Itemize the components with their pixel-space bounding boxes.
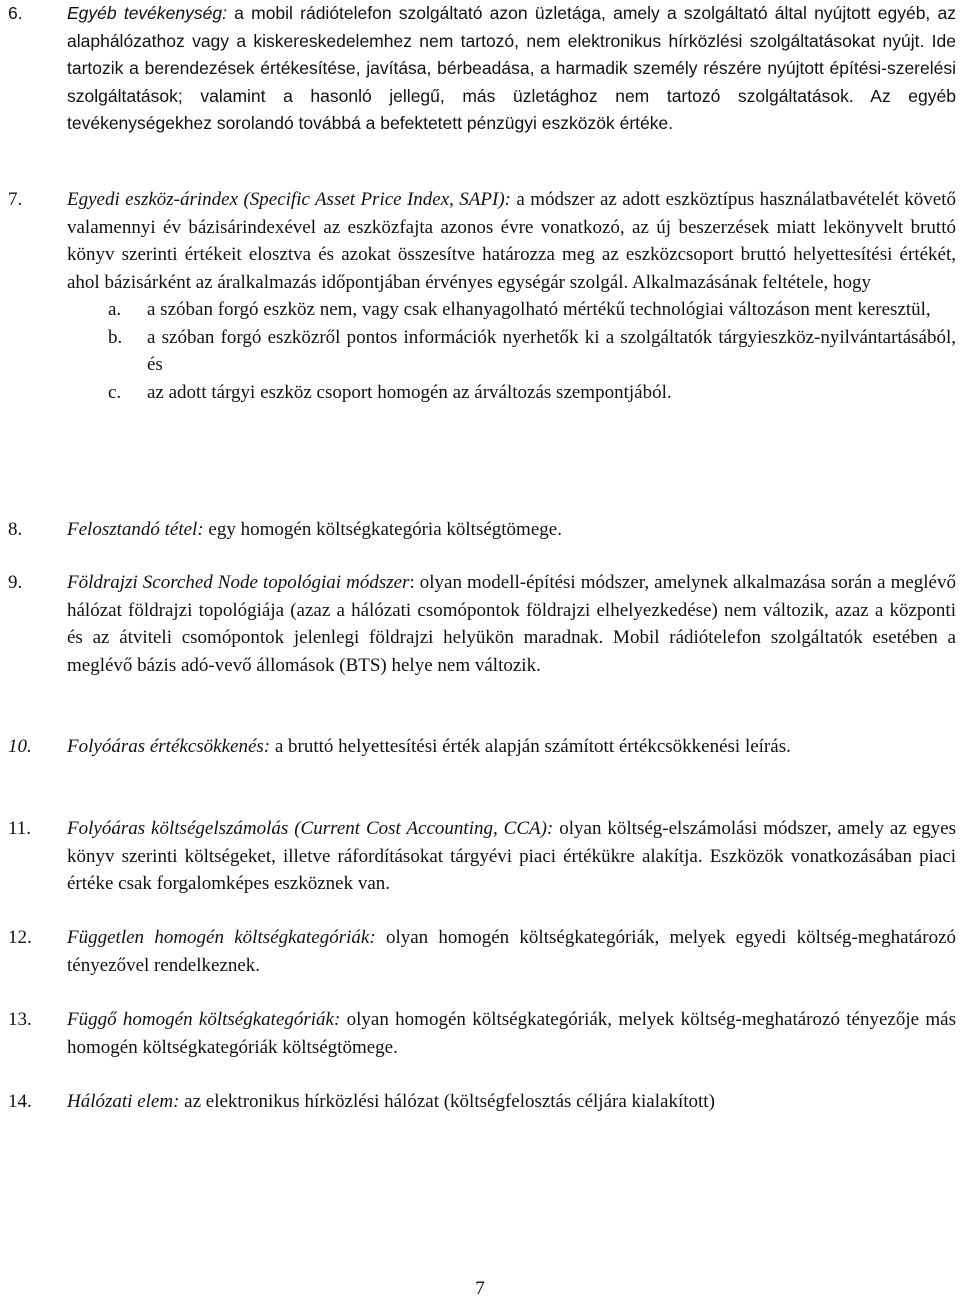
condition-label: a. (108, 299, 122, 320)
definition-body: az elektronikus hírközlési hálózat (költségfelosztás céljára kialakított) (179, 1091, 715, 1112)
defined-term: Hálózati elem: (67, 1091, 180, 1112)
definition-body: : olyan modell-építési módszer, amelynek alkalmazása során a meglévő hálózat földrajzi topológiája (azaz a hálózati csomópontok földrajzi elhelyezkedése) nem változik, azaz a központi és az átviteli csomópontok jelenlegi földrajzi helyükön maradnak. Mobil rádiótelefon szolgáltatók esetében a meglévő bázis adó-vevő állomások (BTS) helye nem változik. (67, 572, 956, 676)
definition-text (67, 516, 956, 544)
condition-item (108, 324, 956, 379)
page-number: 7 (475, 1278, 485, 1299)
definition-10 (0, 733, 960, 761)
defined-term: Felosztandó tétel: (67, 519, 204, 540)
condition-text: a szóban forgó eszköz nem, vagy csak elhanyagolható mértékű technológiai változáson ment keresztül, (147, 299, 931, 320)
defined-term: Független homogén költségkategóriák: (67, 927, 376, 948)
defined-term: Egyedi eszköz-árindex (Specific Asset Price Index, SAPI): (67, 189, 511, 210)
condition-item (108, 296, 956, 324)
item-number: 14. (8, 1091, 32, 1112)
defined-term: Földrajzi Scorched Node topológiai módszer (67, 572, 410, 593)
definition-body: a mobil rádiótelefon szolgáltató azon üzletága, amely a szolgáltató által nyújtott egyéb, az alaphálózathoz vagy a kiskereskedelemhez nem tartozó, nem elektronikus hírközlési szolgáltatásokat nyújt. Ide tartozik a berendezések értékesítése, javítása, bérbeadása, a harmadik személy részére nyújtott építési-szerelési szolgáltatások; valamint a hasonló jellegű, más üzletághoz nem tartozó szolgáltatások. Az egyéb tevékenységekhez sorolandó továbbá a befektetett pénzügyi eszközök értéke. (67, 3, 956, 133)
definition-text (67, 733, 956, 761)
item-number: 10. (8, 736, 32, 757)
item-number: 6. (8, 3, 23, 23)
definition-12 (0, 924, 960, 979)
item-number: 11. (8, 818, 32, 839)
definition-7 (0, 186, 960, 406)
definition-11 (0, 815, 960, 898)
condition-item (108, 379, 956, 407)
defined-term: Folyóáras költségelszámolás (Current Cost Accounting, CCA): (67, 818, 554, 839)
definition-body: olyan homogén költségkategóriák, melyek egyedi költség-meghatározó tényezővel rendelkeznek. (67, 927, 956, 976)
item-number: 12. (8, 927, 32, 948)
defined-term: Folyóáras értékcsökkenés: (67, 736, 271, 757)
defined-term: Egyéb tevékenység: (67, 3, 227, 23)
definition-text (67, 569, 956, 679)
condition-list (0, 296, 960, 406)
definition-text (67, 1006, 956, 1061)
definition-13 (0, 1006, 960, 1061)
condition-text: a szóban forgó eszközről pontos információk nyerhetők ki a szolgáltatók tárgyieszköz-nyilvántartásából, és (147, 326, 956, 375)
definition-body: olyan költség-elszámolási módszer, amely az egyes könyv szerinti költségeket, illetve ráfordításokat tárgyévi piaci értékükre alakítja. Eszközök vonatkozásában piaci értéke csak forgalomképes eszköznek van. (67, 818, 956, 894)
definition-6 (0, 0, 960, 138)
definition-body: a bruttó helyettesítési érték alapján számított értékcsökkenési leírás. (270, 736, 791, 757)
defined-term: Függő homogén költségkategóriák: (67, 1009, 341, 1030)
condition-label: c. (108, 381, 122, 403)
condition-text: az adott tárgyi eszköz csoport homogén az árváltozás szempontjából. (147, 381, 672, 403)
definition-8 (0, 516, 960, 544)
condition-label: b. (108, 326, 123, 348)
definition-text (67, 924, 956, 979)
definition-text (67, 186, 956, 296)
definition-14 (0, 1088, 960, 1116)
definition-9 (0, 569, 960, 679)
definition-body: a módszer az adott eszköztípus használatbavételét követő valamennyi év bázisárindexével az eszközfajta azonos évre vonatkozó, az új beszerzések miatt lekönyvelt bruttó könyv szerinti értékeit elosztva és azokat összesítve határozza meg az eszközcsoport bruttó helyettesítési értékét, ahol bázisárként az áralkalmazás időpontjában érvényes egységár szolgál. Alkalmazásának feltétele, hogy (67, 189, 956, 293)
definition-text (67, 0, 956, 138)
item-number: 13. (8, 1009, 32, 1030)
item-number: 7. (8, 189, 23, 210)
definition-text (67, 1088, 956, 1116)
item-number: 8. (8, 519, 23, 540)
item-number: 9. (8, 572, 23, 593)
definition-body: olyan homogén költségkategóriák, melyek költség-meghatározó tényezője más homogén költségkategóriák költségtömege. (67, 1009, 956, 1058)
definition-text (67, 815, 956, 898)
definition-body: egy homogén költségkategória költségtömege. (203, 519, 562, 540)
